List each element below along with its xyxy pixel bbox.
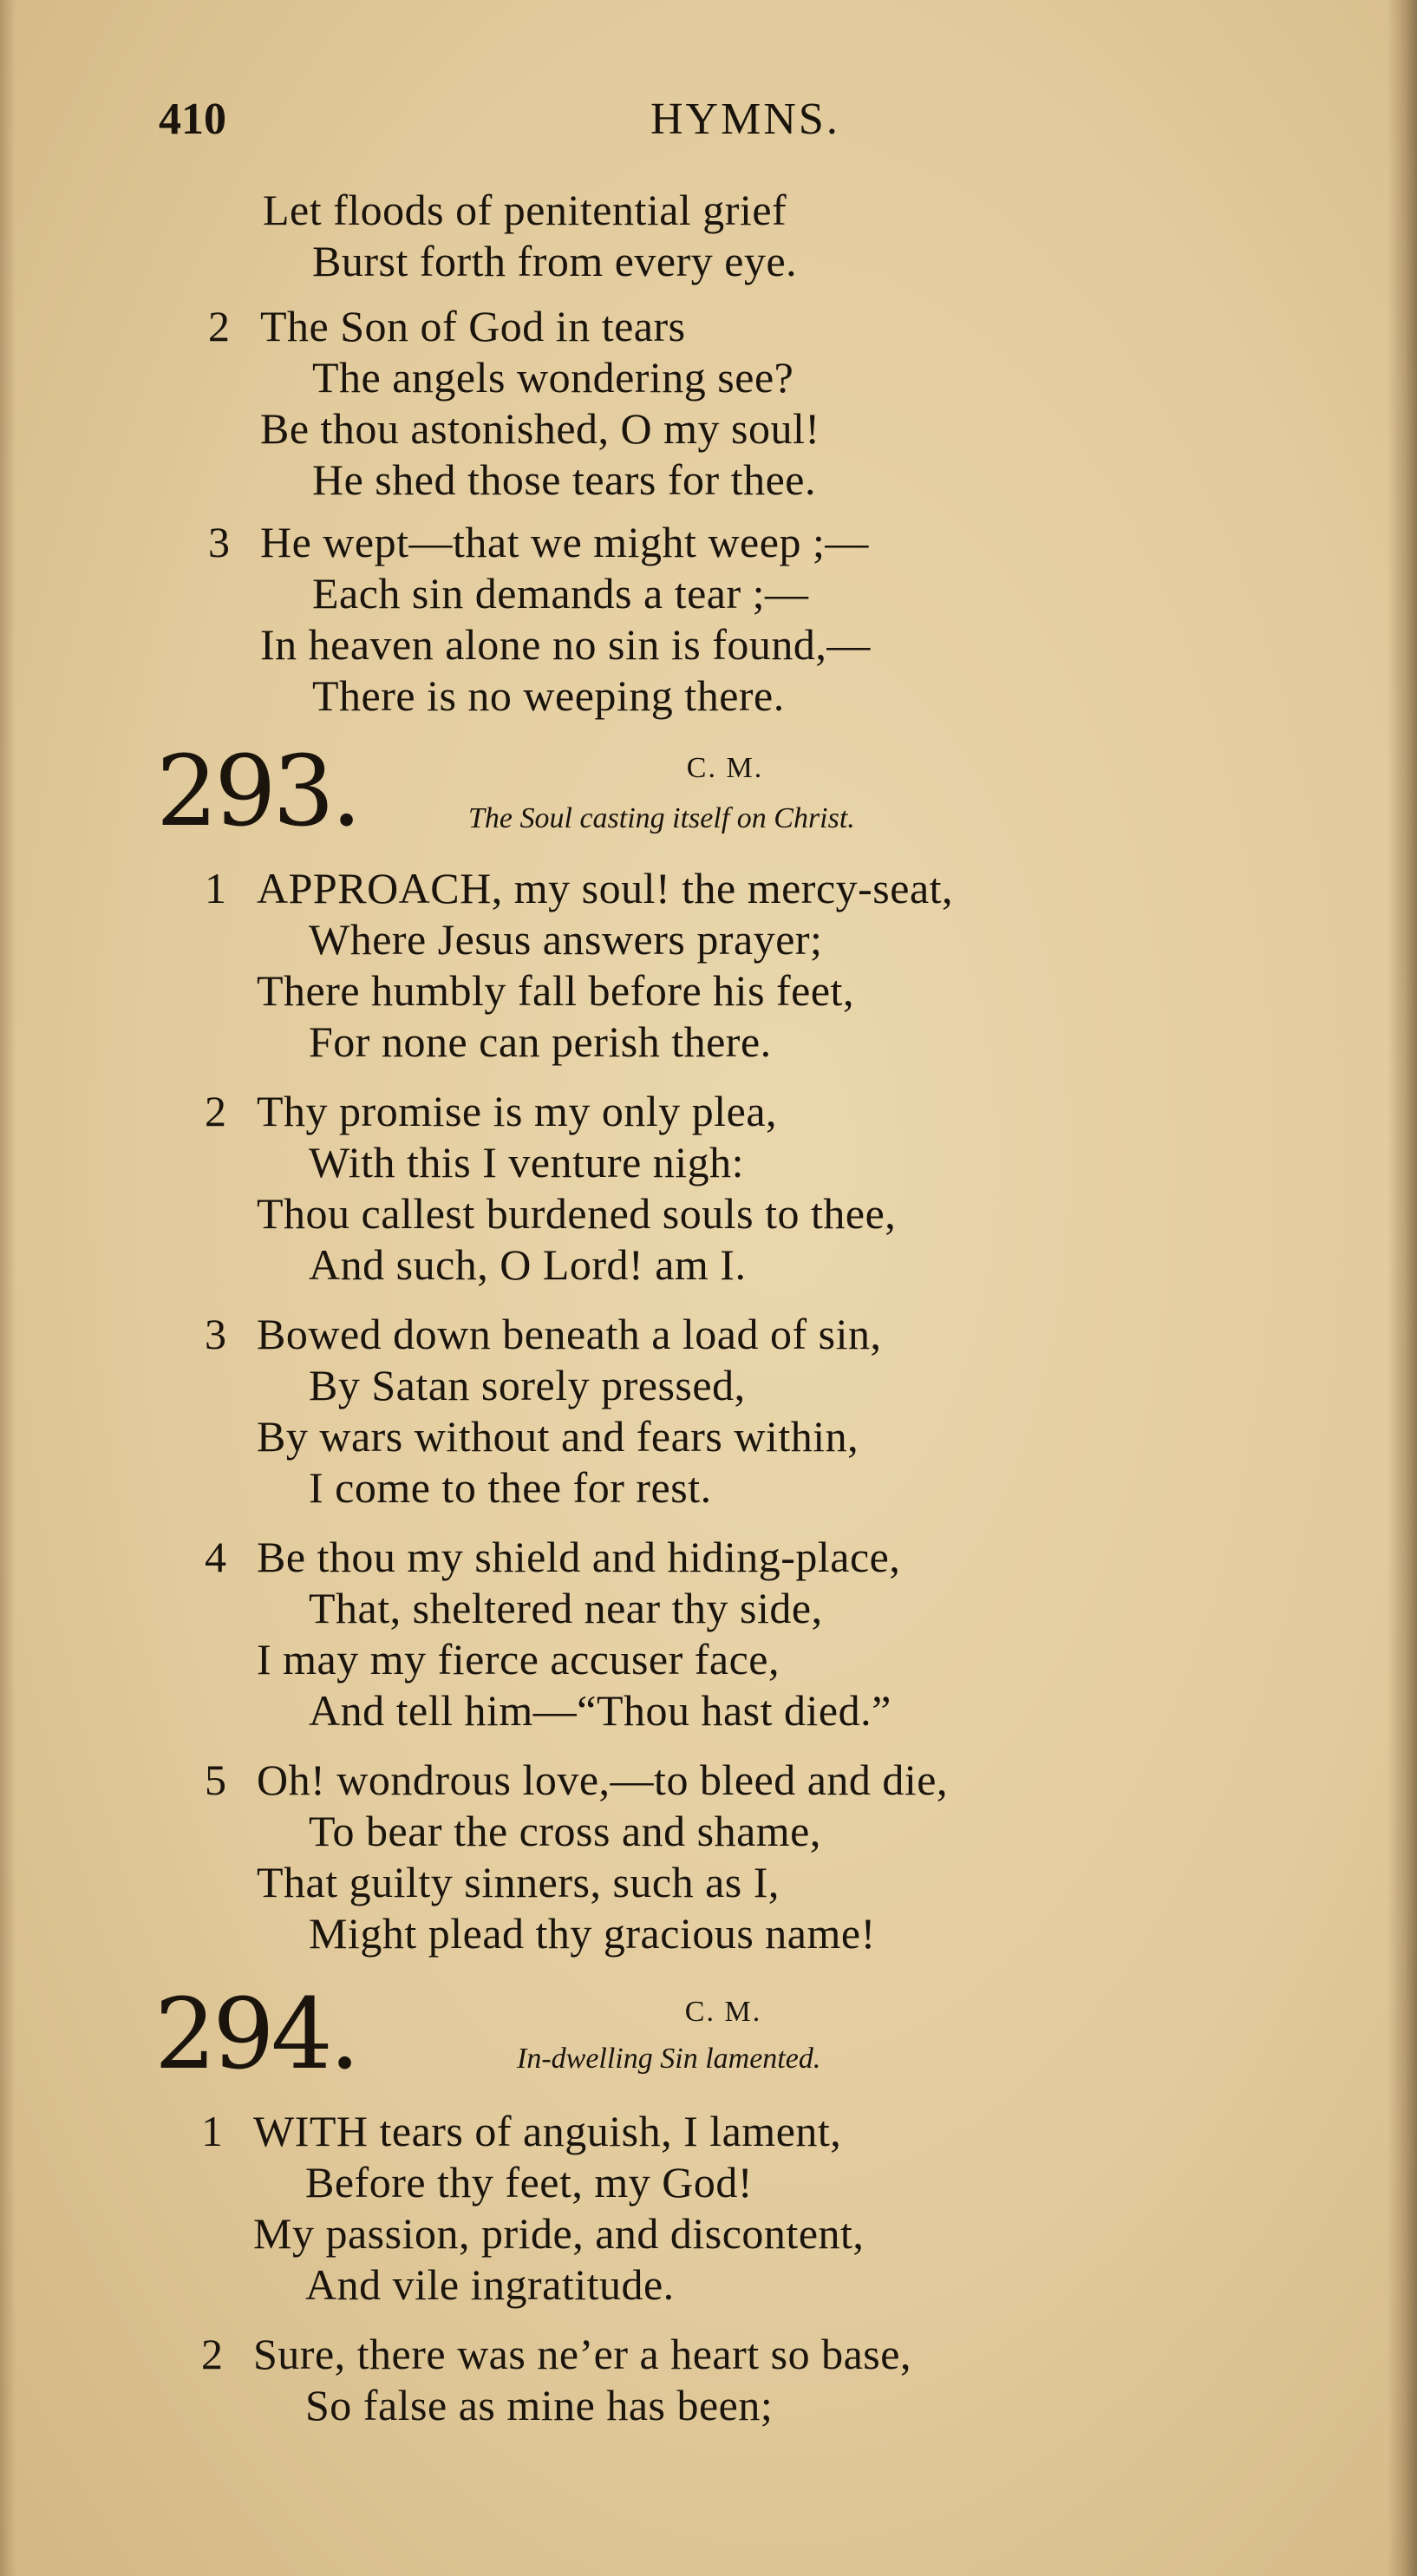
verse-line: For none can perish there. bbox=[309, 1017, 772, 1066]
verse-line: My passion, pride, and discontent, bbox=[253, 2209, 865, 2258]
stanza-number: 2 bbox=[201, 2330, 224, 2378]
verse-line: Might plead thy gracious name! bbox=[309, 1909, 876, 1958]
stanza-number: 5 bbox=[205, 1755, 227, 1804]
hymn-meter: C. M. bbox=[686, 752, 764, 784]
stanza-number: 2 bbox=[205, 1087, 227, 1135]
stanza-number: 2 bbox=[208, 302, 231, 350]
verse-line: In heaven alone no sin is found,— bbox=[260, 620, 871, 669]
verse-line: Each sin demands a tear ;— bbox=[312, 569, 809, 618]
verse-line: He shed those tears for thee. bbox=[312, 455, 816, 504]
page-number: 410 bbox=[159, 95, 226, 144]
verse-line: Burst forth from every eye. bbox=[312, 237, 798, 285]
stanza-number: 3 bbox=[205, 1310, 227, 1358]
verse-line: Oh! wondrous love,—to bleed and die, bbox=[257, 1755, 949, 1804]
verse-line: WITH tears of anguish, I lament, bbox=[253, 2107, 842, 2155]
verse-line: The Son of God in tears bbox=[260, 302, 686, 350]
verse-line: There is no weeping there. bbox=[312, 671, 785, 720]
page-edge-shadow bbox=[1388, 0, 1417, 2576]
verse-line: That, sheltered near thy side, bbox=[309, 1584, 823, 1632]
verse-line: He wept—that we might weep ;— bbox=[260, 518, 869, 566]
hymn-title: In-dwelling Sin lamented. bbox=[517, 2043, 821, 2075]
verse-line: Bowed down beneath a load of sin, bbox=[257, 1310, 882, 1358]
verse-line: I come to thee for rest. bbox=[309, 1463, 712, 1512]
verse-line: Thou callest burdened souls to thee, bbox=[257, 1189, 897, 1238]
verse-line: Be thou astonished, O my soul! bbox=[260, 404, 820, 453]
hymn-title: The Soul casting itself on Christ. bbox=[468, 802, 855, 834]
page-gutter-shadow bbox=[0, 0, 16, 2576]
verse-line: So false as mine has been; bbox=[305, 2381, 774, 2429]
verse-line: Sure, there was ne’er a heart so base, bbox=[253, 2330, 911, 2378]
verse-line: And tell him—“Thou hast died.” bbox=[309, 1686, 891, 1735]
stanza-number: 1 bbox=[201, 2107, 224, 2155]
verse-line: Let floods of penitential grief bbox=[263, 186, 787, 234]
verse-line: And such, O Lord! am I. bbox=[309, 1240, 747, 1289]
verse-line: The angels wondering see? bbox=[312, 353, 794, 402]
hymn-number: 294. bbox=[154, 1978, 357, 2091]
stanza-number: 1 bbox=[205, 864, 227, 912]
stanza-number: 3 bbox=[208, 518, 231, 566]
running-head: HYMNS. bbox=[650, 95, 840, 144]
verse-line: By Satan sorely pressed, bbox=[309, 1361, 746, 1409]
hymn-number: 293. bbox=[156, 736, 359, 848]
hymn-meter: C. M. bbox=[684, 1996, 762, 2028]
stanza-number: 4 bbox=[205, 1533, 227, 1581]
verse-line: To bear the cross and shame, bbox=[309, 1807, 821, 1855]
verse-line: By wars without and fears within, bbox=[257, 1412, 859, 1461]
verse-line: Thy promise is my only plea, bbox=[257, 1087, 778, 1135]
verse-line: APPROACH, my soul! the mercy-seat, bbox=[257, 864, 954, 912]
verse-line: That guilty sinners, such as I, bbox=[257, 1858, 780, 1906]
verse-line: Before thy feet, my God! bbox=[305, 2158, 754, 2207]
verse-line: I may my fierce accuser face, bbox=[257, 1635, 780, 1684]
verse-line: There humbly fall before his feet, bbox=[257, 966, 854, 1015]
verse-line: Be thou my shield and hiding-place, bbox=[257, 1533, 901, 1581]
verse-line: With this I venture nigh: bbox=[309, 1138, 745, 1187]
verse-line: And vile ingratitude. bbox=[305, 2260, 675, 2309]
verse-line: Where Jesus answers prayer; bbox=[309, 915, 823, 964]
